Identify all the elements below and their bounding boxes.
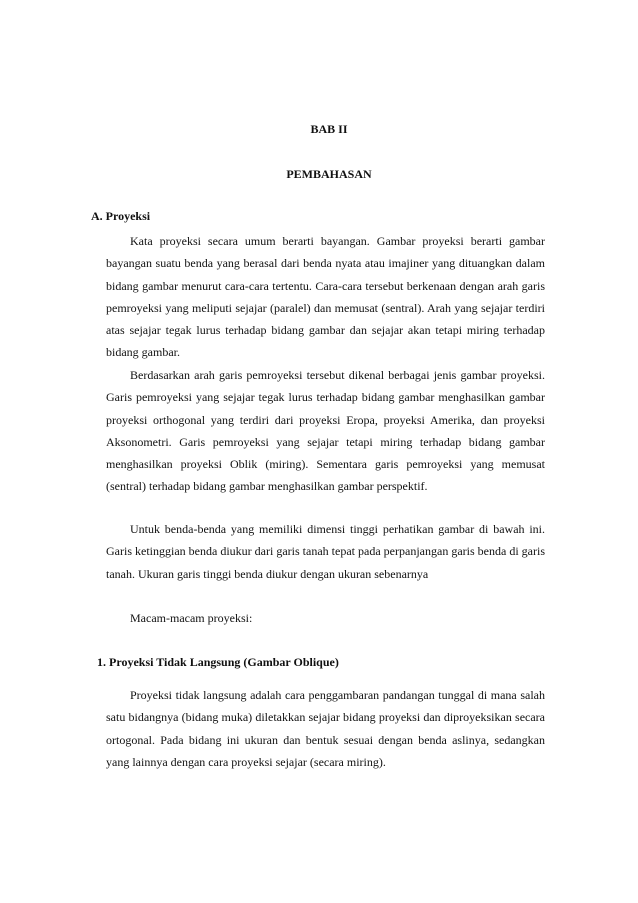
paragraph-projection-list-intro: Macam-macam proyeksi: xyxy=(130,611,253,625)
paragraph-oblique-definition: Proyeksi tidak langsung adalah cara penggambaran pandangan tunggal di mana salah satu bidangnya (bidang muka) diletakkan sejajar bidang proyeksi dan diproyeksikan secara ortogonal. Pada bidang ini ukuran dan bentuk sesuai dengan benda aslinya, sedangkan yang lainnya dengan cara proyeksi sejajar (secara miring). xyxy=(106,688,545,769)
paragraph-projection-types: Berdasarkan arah garis pemroyeksi tersebut dikenal berbagai jenis gambar proyeksi. Garis pemroyeksi yang sejajar tegak lurus terhadap bidang gambar menghasilkan gambar proyeksi orthogonal yang terdiri dari proyeksi Eropa, proyeksi Amerika, dan proyeksi Aksonometri. Garis pemroyeksi yang sejajar tetapi miring terhadap bidang gambar menghasilkan proyeksi Oblik (miring). Sementara garis pemroyeksi yang memusat (sentral) terhadap bidang gambar menghasilkan gambar perspektif. xyxy=(106,368,545,494)
section-heading-proyeksi: A. Proyeksi xyxy=(91,209,151,223)
chapter-title: BAB II xyxy=(310,122,348,136)
section-heading-oblique: 1. Proyeksi Tidak Langsung (Gambar Oblique) xyxy=(97,655,339,669)
paragraph-height-dimension: Untuk benda-benda yang memiliki dimensi tinggi perhatikan gambar di bawah ini. Garis ketinggian benda diukur dari garis tanah tepat pada perpanjangan garis benda di garis tanah. Ukuran garis tinggi benda diukur dengan ukuran sebenarnya xyxy=(106,522,545,581)
paragraph-definition: Kata proyeksi secara umum berarti bayangan. Gambar proyeksi berarti gambar bayangan suatu benda yang berasal dari benda nyata atau imajiner yang dituangkan dalam bidang gambar menurut cara-cara tertentu. Cara-cara tersebut berkenaan dengan arah garis pemroyeksi yang meliputi sejajar (paralel) dan memusat (sentral). Arah yang sejajar terdiri atas sejajar tegak lurus terhadap bidang gambar dan sejajar akan tetapi miring terhadap bidang gambar. xyxy=(106,234,545,360)
chapter-subtitle: PEMBAHASAN xyxy=(286,167,372,181)
